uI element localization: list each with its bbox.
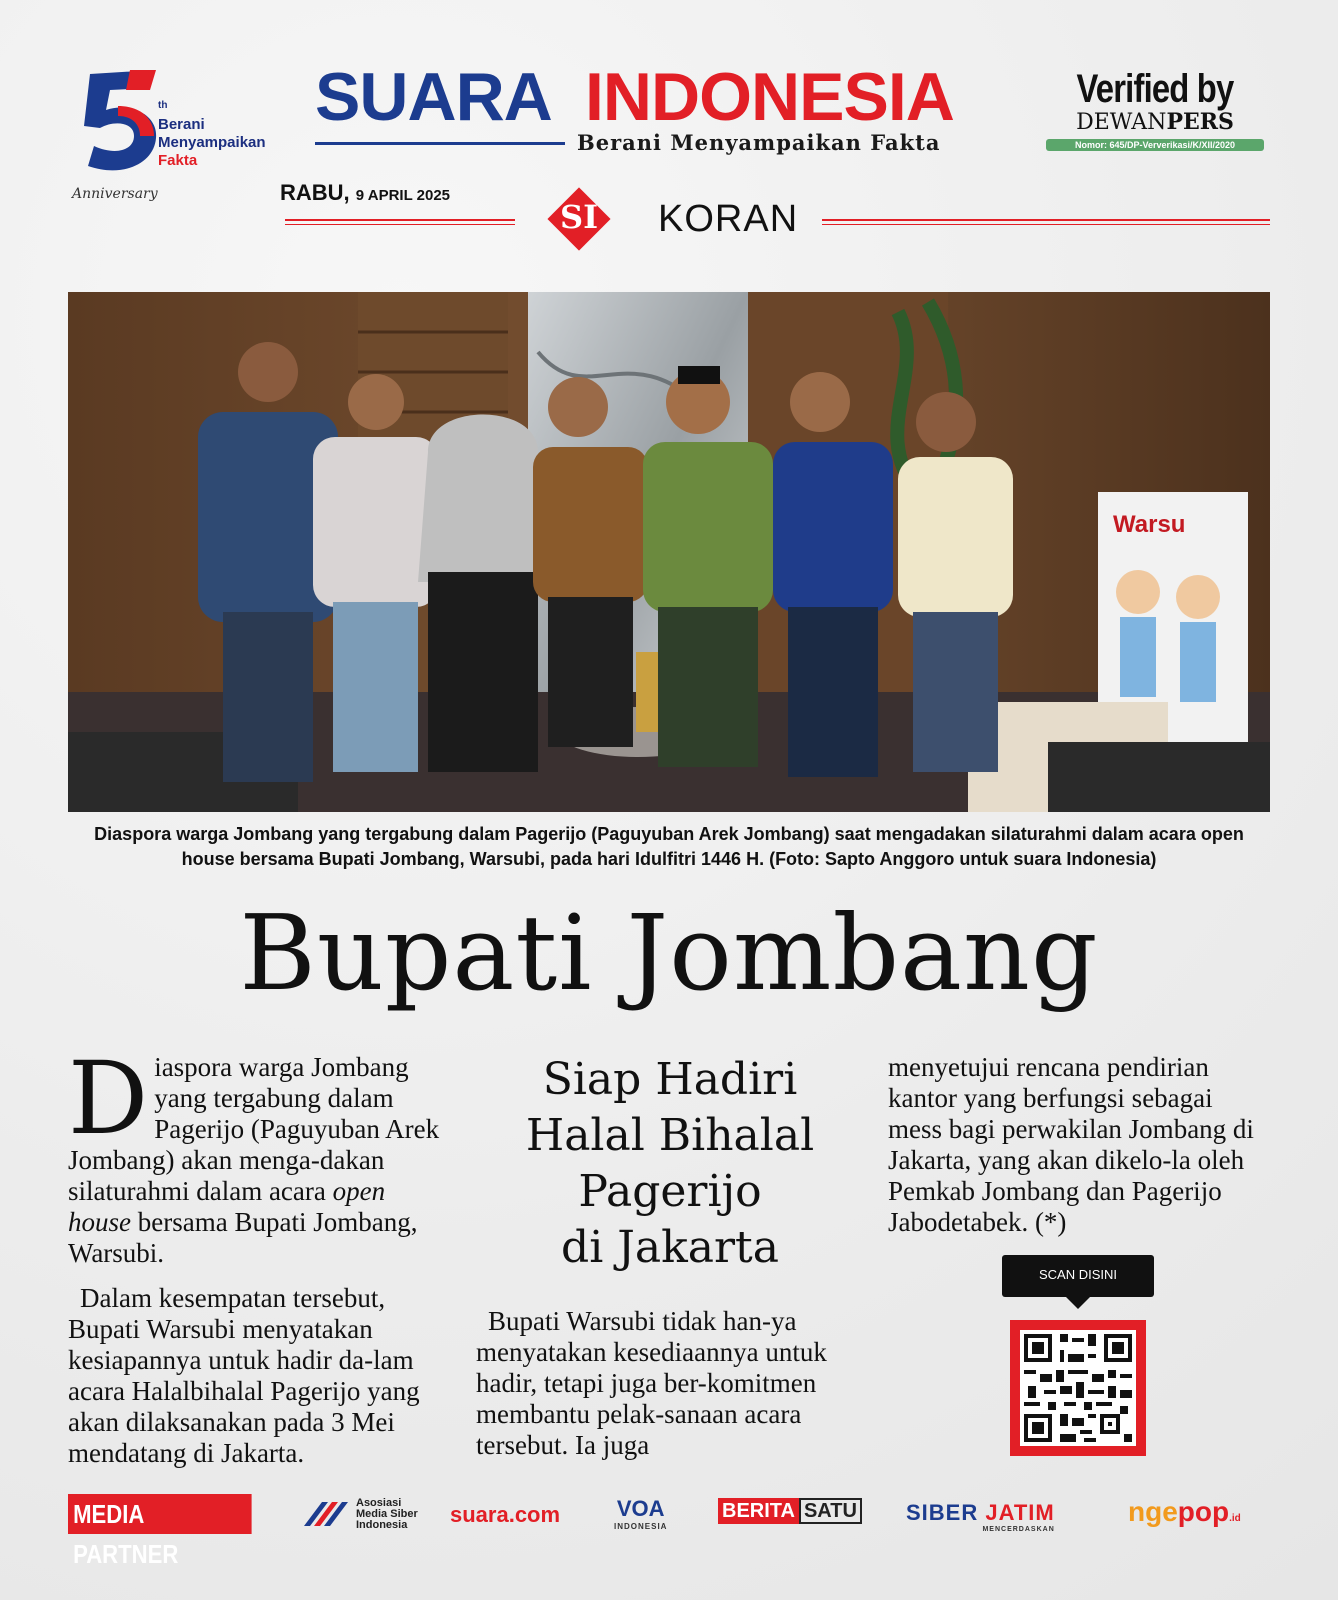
qr-code-icon: [1020, 1330, 1136, 1446]
jatim-text: JATIM: [985, 1500, 1055, 1525]
tagline-line-1: Berani: [158, 116, 205, 133]
drop-cap: D: [68, 1040, 149, 1157]
edition-date: [280, 180, 450, 206]
siber-sub: MENCERDASKAN: [982, 1526, 1055, 1533]
pers-text: PERS: [1166, 109, 1234, 135]
headline: Bupati Jombang: [239, 892, 1099, 1014]
si-logo: [548, 188, 610, 250]
subheadline-line-4: di Jakarta: [561, 1222, 779, 1273]
article-column-2: Bupati Warsubi tidak han-ya menyatakan kesediaannya untuk hadir, tetapi juga ber-komitmen membantu pelak-sanaan acara tersebut. Ia juga: [476, 1306, 827, 1460]
verified-badge: [1040, 68, 1270, 168]
berita-text: BERITA: [718, 1498, 799, 1524]
voa-text: VOA: [616, 1496, 665, 1521]
dewan-text: DEWAN: [1076, 110, 1167, 135]
media-partner-bar: [68, 1494, 1270, 1569]
anniversary-five-icon: [70, 66, 160, 176]
partner-berita-satu[interactable]: [718, 1500, 862, 1523]
partner-voa[interactable]: [614, 1496, 667, 1531]
verification-number: Nomor: 645/DP-Ververikasi/K/XII/2020: [1046, 139, 1264, 151]
edition-date-text: 9 APRIL 2025: [355, 187, 451, 204]
masthead: [315, 58, 1015, 158]
p1-start: iaspora warga Jombang yang tergabung dalam Pagerijo (Paguyuban Arek Jombang) akan menga-dakan silaturahmi dalam acara: [68, 1052, 440, 1206]
tagline-line-3: Fakta: [158, 152, 198, 169]
anniversary-tagline: [158, 116, 266, 170]
voa-sub: INDONESIA: [614, 1522, 668, 1531]
dewan-pers: [1040, 110, 1270, 135]
edition-day: RABU,: [280, 180, 350, 205]
article-paragraph-1: [68, 1040, 448, 1269]
tagline-line-2: Menyampaikan: [158, 134, 266, 151]
masthead-slogan: Berani Menyampaikan Fakta: [577, 130, 941, 155]
subheadline: [480, 1052, 860, 1276]
pop-text: pop: [1177, 1496, 1230, 1527]
pop-id: .id: [1229, 1513, 1241, 1524]
amsi-line-3: Indonesia: [356, 1519, 408, 1531]
news-photo: [68, 292, 1270, 812]
amsi-line-2: Media Siber: [356, 1508, 418, 1520]
p1-italic: open house: [68, 1176, 386, 1237]
red-rule-right: [822, 219, 1270, 225]
siber-text: SIBER: [906, 1500, 979, 1525]
article-column-1: [68, 1040, 448, 1469]
article-column-3: menyetujui rencana pendirian kantor yang berfungsi sebagai mess bagi perwakilan Jombang di Jakarta, yang akan dikelo-la oleh Pemkab Jombang dan Pagerijo Jabodetabek. (*): [888, 1052, 1254, 1237]
anniversary-suffix: th: [158, 100, 168, 111]
photo-caption: Diaspora warga Jombang yang tergabung dalam Pagerijo (Paguyuban Arek Jombang) saat mengadakan silaturahmi dalam acara open house bersama Bupati Jombang, Warsubi, pada hari Idulfitri 1446 H. (Foto: Sapto Anggoro untuk suara Indonesia): [94, 824, 1244, 869]
amsi-logo-icon: [302, 1498, 352, 1528]
group-photo-illustration: [68, 292, 1270, 812]
subheadline-line-1: Siap Hadiri: [542, 1054, 798, 1105]
verified-title: Verified by: [1076, 67, 1234, 111]
qr-code[interactable]: [1010, 1320, 1146, 1456]
banner-text: Warsu: [1113, 511, 1186, 538]
anniversary-logo: [70, 66, 300, 216]
partner-ngepop[interactable]: [1128, 1496, 1241, 1528]
media-partner-label: MEDIA PARTNER: [68, 1494, 252, 1534]
partner-suara-com[interactable]: suara.com: [450, 1502, 561, 1527]
scan-label-text: SCAN DISINI: [1038, 1267, 1117, 1282]
nge-text: nge: [1128, 1496, 1178, 1527]
subheadline-line-3: Pagerijo: [578, 1166, 762, 1217]
scan-label: [1002, 1255, 1154, 1297]
p1-end: bersama Bupati Jombang, Warsubi.: [68, 1207, 418, 1268]
subheadline-line-2: Halal Bihalal: [525, 1110, 815, 1161]
amsi-line-1: Asosiasi: [356, 1497, 402, 1509]
masthead-indonesia: INDONESIA: [585, 59, 954, 135]
masthead-rule: [315, 142, 565, 145]
partner-amsi[interactable]: [302, 1498, 432, 1531]
section-koran: KORAN: [658, 198, 799, 240]
si-logo-text: SI: [559, 198, 599, 236]
satu-text: SATU: [799, 1498, 862, 1524]
partner-siber-jatim[interactable]: [906, 1500, 1055, 1533]
scan-tooltip-arrow: [1064, 1295, 1092, 1309]
article-paragraph-2: Dalam kesempatan tersebut, Bupati Warsubi menyatakan kesiapannya untuk hadir da-lam acara Halalbihalal Pagerijo yang akan dilaksanakan pada 3 Mei mendatang di Jakarta.: [68, 1283, 420, 1468]
masthead-suara: SUARA: [315, 59, 552, 135]
red-rule-left: [285, 219, 515, 225]
anniversary-script: Anniversary: [72, 186, 158, 202]
